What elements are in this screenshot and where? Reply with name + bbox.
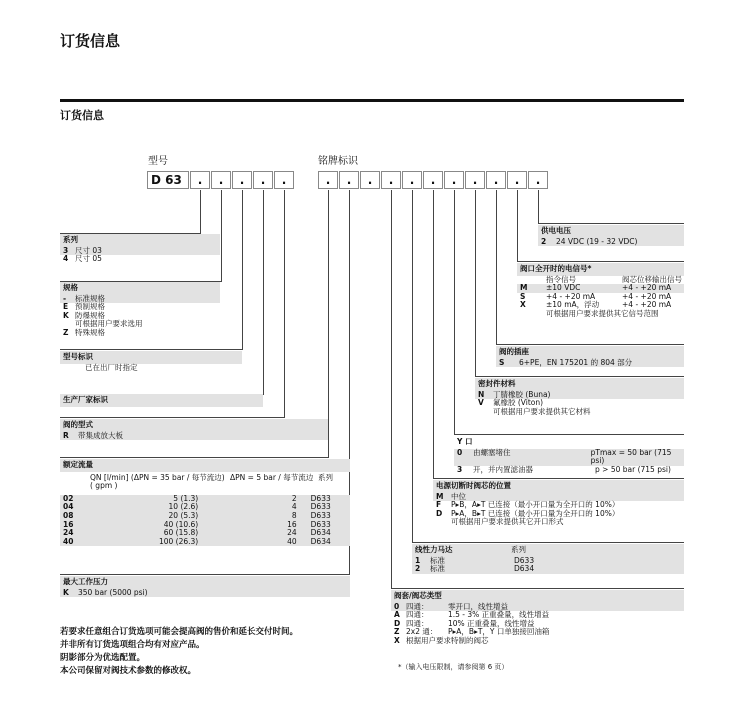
signal-code: S <box>520 291 526 301</box>
flow-dp: 2 <box>291 493 297 503</box>
bushing-ways: 四通： <box>406 618 429 628</box>
connector-title: 阀的插座 <box>496 346 684 359</box>
line-flow-h <box>60 457 329 458</box>
flow-code: 24 <box>63 528 74 538</box>
motor-header-series: 系列 <box>511 545 526 554</box>
flow-dp: 4 <box>291 502 297 512</box>
fail-safe-note: 可根据用户要求提供其它开口形式 <box>451 517 564 527</box>
flow-series: D633 <box>310 502 331 512</box>
line-flow <box>328 190 329 458</box>
flow-qn: 5 (1.3) <box>173 493 199 503</box>
flow-row <box>60 521 350 530</box>
line-type <box>284 190 285 418</box>
line-model-h <box>60 349 243 350</box>
motor-desc: 标准 <box>430 564 445 574</box>
y-port-pressure: pTmax = 50 bar (715 psi) <box>590 447 672 466</box>
model-mark-desc: 已在出厂时指定 <box>85 362 138 372</box>
spec-code: - <box>63 293 67 303</box>
bushing-ways: 2x2 通： <box>406 627 438 637</box>
flow-series: D633 <box>310 510 331 520</box>
fail-safe-desc: P▸A，B▸T 已连接（最小开口量为全开口的 10%） <box>451 508 620 518</box>
y-port-title: Y 口 <box>454 436 684 449</box>
fail-safe-block <box>433 480 684 527</box>
line-seal <box>475 190 476 377</box>
bushing-ways: 四通： <box>406 610 429 620</box>
bushing-desc: 10% 正重叠量，线性增益 <box>448 618 535 628</box>
maker-mark-title: 生产厂家标识 <box>60 394 263 407</box>
flow-header-series: 系列 <box>318 472 333 482</box>
signal-cmd: ±10 mA，浮动 <box>546 300 600 310</box>
code-box-maker: . <box>253 171 273 189</box>
nameplate-box-6: . <box>423 171 443 189</box>
model-mark-code <box>60 364 75 373</box>
line-spec <box>221 190 222 282</box>
flow-dp: 40 <box>287 536 297 546</box>
y-port-code: 3 <box>457 464 463 474</box>
bushing-desc: P▸A，B▸T，Y 口单独接回油箱 <box>448 627 550 637</box>
y-port-pressure: p > 50 bar (715 psi) <box>595 464 671 474</box>
series-desc: 尺寸 05 <box>75 254 102 264</box>
flow-block <box>60 459 350 546</box>
flow-dp: 16 <box>287 519 297 529</box>
line-supply <box>538 190 539 224</box>
seal-desc: 丁腈橡胶 (Buna) <box>493 389 551 399</box>
connector-desc: 6+PE，EN 175201 的 804 部分 <box>519 357 633 367</box>
flow-qn: 60 (15.8) <box>163 528 199 538</box>
series-desc: 尺寸 03 <box>75 245 102 255</box>
flow-title: 额定流量 <box>60 459 350 472</box>
line-yport <box>454 190 455 435</box>
line-yport-h <box>454 434 684 435</box>
title-rule <box>60 99 684 102</box>
seal-code: V <box>478 398 484 408</box>
flow-header-qn: QN [l/min] (ΔPN = 35 bar / 每节流边) <box>90 472 225 482</box>
valve-type-block <box>60 419 328 440</box>
flow-qn: 10 (2.6) <box>168 502 199 512</box>
flow-qn: 40 (10.6) <box>163 519 199 529</box>
series-title: 系列 <box>60 234 220 247</box>
supply-block <box>538 225 684 246</box>
line-bushing <box>391 190 392 589</box>
seal-title: 密封件材料 <box>475 378 684 391</box>
spec-desc: 预制规格 <box>75 302 105 312</box>
line-model <box>242 190 243 350</box>
nameplate-box-2: . <box>339 171 359 189</box>
signal-out: +4 - +20 mA <box>622 283 672 293</box>
spec-desc: 防爆规格 <box>75 310 105 320</box>
flow-series: D634 <box>310 528 331 538</box>
motor-block <box>412 544 684 574</box>
seal-code: N <box>478 389 485 399</box>
fail-safe-desc: 中位 <box>451 491 466 501</box>
code-prefix-box: D 63 <box>147 171 189 189</box>
spec-code: Z <box>63 327 69 337</box>
nameplate-box-1: . <box>318 171 338 189</box>
line-bushing-h <box>391 588 684 589</box>
section-title: 订货信息 <box>60 109 104 122</box>
supply-code: 2 <box>541 236 547 246</box>
line-motor-h <box>412 542 684 543</box>
nameplate-box-5: . <box>402 171 422 189</box>
code-box-type: . <box>274 171 294 189</box>
supply-title: 供电电压 <box>538 225 684 238</box>
max-pressure-desc: 350 bar (5000 psi) <box>78 587 148 597</box>
series-code: 3 <box>63 245 69 255</box>
spec-code: K <box>63 310 69 320</box>
flow-code: 40 <box>63 536 74 546</box>
note-line: 阴影部分为优选配置。 <box>60 653 146 663</box>
bushing-code: X <box>394 635 400 645</box>
line-series <box>200 190 201 234</box>
bushing-desc: 1.5 - 3% 正重叠量，线性增益 <box>448 610 550 620</box>
flow-series: D633 <box>310 493 331 503</box>
nameplate-box-3: . <box>360 171 380 189</box>
flow-code: 08 <box>63 510 74 520</box>
signal-title: 阀口全开时的电信号* <box>517 263 684 276</box>
code-box-spec: . <box>211 171 231 189</box>
series-block <box>60 234 220 264</box>
maker-mark-block <box>60 394 263 407</box>
signal-out: +4 - +20 mA <box>622 300 672 310</box>
line-supply-h <box>538 223 684 224</box>
code-box-model: . <box>232 171 252 189</box>
notes <box>60 626 298 678</box>
signal-code: M <box>520 283 528 293</box>
valve-type-code: R <box>63 430 69 440</box>
bushing-code: D <box>394 618 401 628</box>
signal-code: X <box>520 300 526 310</box>
flow-header-dp: ΔPN = 5 bar / 每节流边 <box>230 472 314 482</box>
model-mark-block <box>60 351 242 372</box>
code-box-series: . <box>190 171 210 189</box>
motor-code: 1 <box>415 555 421 565</box>
nameplate-box-10: . <box>507 171 527 189</box>
footnote: *（输入电压限制，请参阅第 6 页） <box>398 663 509 671</box>
fail-safe-code: D <box>436 508 443 518</box>
signal-header-out: 阀芯位移输出信号 <box>622 274 682 284</box>
line-maker <box>263 190 264 395</box>
flow-dp: 8 <box>291 510 297 520</box>
signal-cmd: ±10 VDC <box>546 283 581 293</box>
flow-row <box>60 503 350 512</box>
spec-desc: 特殊规格 <box>75 327 105 337</box>
model-mark-title: 型号标识 <box>60 351 242 364</box>
line-connector-h <box>496 344 684 345</box>
nameplate-box-4: . <box>381 171 401 189</box>
line-motor <box>412 190 413 543</box>
line-failsafe <box>433 190 434 479</box>
bushing-code: Z <box>394 627 400 637</box>
line-signal-h <box>517 261 684 262</box>
bushing-ways: 四通： <box>406 601 429 611</box>
bushing-code: 0 <box>394 601 400 611</box>
bushing-title: 阀套/阀芯类型 <box>391 590 684 603</box>
connector-code: S <box>499 357 505 367</box>
nameplate-box-9: . <box>486 171 506 189</box>
y-port-block <box>454 436 684 474</box>
nameplate-label: 铭牌标识 <box>318 156 358 167</box>
valve-type-desc: 带集成放大板 <box>78 430 123 440</box>
fail-safe-title: 电源切断时阀芯的位置 <box>433 480 684 493</box>
bushing-desc: 零开口，线性增益 <box>448 601 508 611</box>
spec-desc: 标准规格 <box>75 293 105 303</box>
flow-dp: 24 <box>287 528 297 538</box>
line-seal-h <box>475 376 684 377</box>
y-port-desc: 开，并内置滤油器 <box>473 464 533 474</box>
seal-block <box>475 378 684 416</box>
signal-cmd: +4 - +20 mA <box>546 291 596 301</box>
signal-block <box>517 263 684 319</box>
motor-code: 2 <box>415 564 421 574</box>
flow-row <box>60 512 350 521</box>
spec-block <box>60 282 220 338</box>
line-pressure-h <box>60 574 350 575</box>
flow-series: D633 <box>310 519 331 529</box>
spec-desc: 可根据用户要求选用 <box>75 319 143 329</box>
flow-code: 04 <box>63 502 74 512</box>
nameplate-box-7: . <box>444 171 464 189</box>
line-failsafe-h <box>433 478 684 479</box>
max-pressure-code: K <box>63 587 69 597</box>
motor-series: D634 <box>514 564 535 574</box>
nameplate-box-11: . <box>528 171 548 189</box>
valve-type-title: 阀的型式 <box>60 419 328 432</box>
note-line: 并非所有订货选项组合均有对应产品。 <box>60 640 205 650</box>
fail-safe-code: M <box>436 491 444 501</box>
line-signal <box>517 190 518 262</box>
nameplate-box-8: . <box>465 171 485 189</box>
type-code-label: 型号 <box>148 156 168 167</box>
max-pressure-block <box>60 576 350 597</box>
signal-header-cmd: 指令信号 <box>546 274 576 284</box>
flow-code: 02 <box>63 493 74 503</box>
flow-row <box>60 538 350 547</box>
y-port-code: 0 <box>457 447 463 457</box>
fail-safe-desc: P▸B，A▸T 已连接（最小开口量为全开口的 10%） <box>451 500 620 510</box>
signal-note: 可根据用户要求提供其它信号范围 <box>546 308 659 318</box>
seal-desc: 氟橡胶 (Viton) <box>493 398 544 408</box>
bushing-code: A <box>394 610 400 620</box>
flow-qn: 100 (26.3) <box>158 536 199 546</box>
spec-title: 规格 <box>60 282 220 295</box>
spec-code: E <box>63 302 69 312</box>
motor-desc: 标准 <box>430 555 445 565</box>
note-line: 若要求任意组合订货选项可能会提高阀的售价和延长交付时间。 <box>60 627 299 637</box>
bushing-block <box>391 590 684 646</box>
line-type-h <box>60 417 285 418</box>
flow-row <box>60 495 350 504</box>
signal-out: +4 - +20 mA <box>622 291 672 301</box>
fail-safe-code: F <box>436 500 442 510</box>
page-title: 订货信息 <box>60 32 121 50</box>
series-code: 4 <box>63 254 69 264</box>
flow-series: D634 <box>310 536 331 546</box>
bushing-desc: 根据用户要求特制的阀芯 <box>406 635 489 645</box>
max-pressure-title: 最大工作压力 <box>60 576 350 589</box>
note-line: 本公司保留对阀技术参数的修改权。 <box>60 666 197 676</box>
y-port-desc: 由螺塞堵住 <box>473 447 511 457</box>
connector-block <box>496 346 684 367</box>
flow-header-gpm: ( gpm ) <box>90 481 118 491</box>
motor-series: D633 <box>514 555 535 565</box>
line-connector <box>496 190 497 345</box>
flow-row <box>60 529 350 538</box>
motor-title: 线性力马达 <box>415 545 453 554</box>
flow-code: 16 <box>63 519 74 529</box>
flow-qn: 20 (5.3) <box>168 510 199 520</box>
seal-desc: 可根据用户要求提供其它材料 <box>493 406 591 416</box>
supply-desc: 24 VDC (19 - 32 VDC) <box>556 236 638 246</box>
seal-code <box>475 408 490 417</box>
